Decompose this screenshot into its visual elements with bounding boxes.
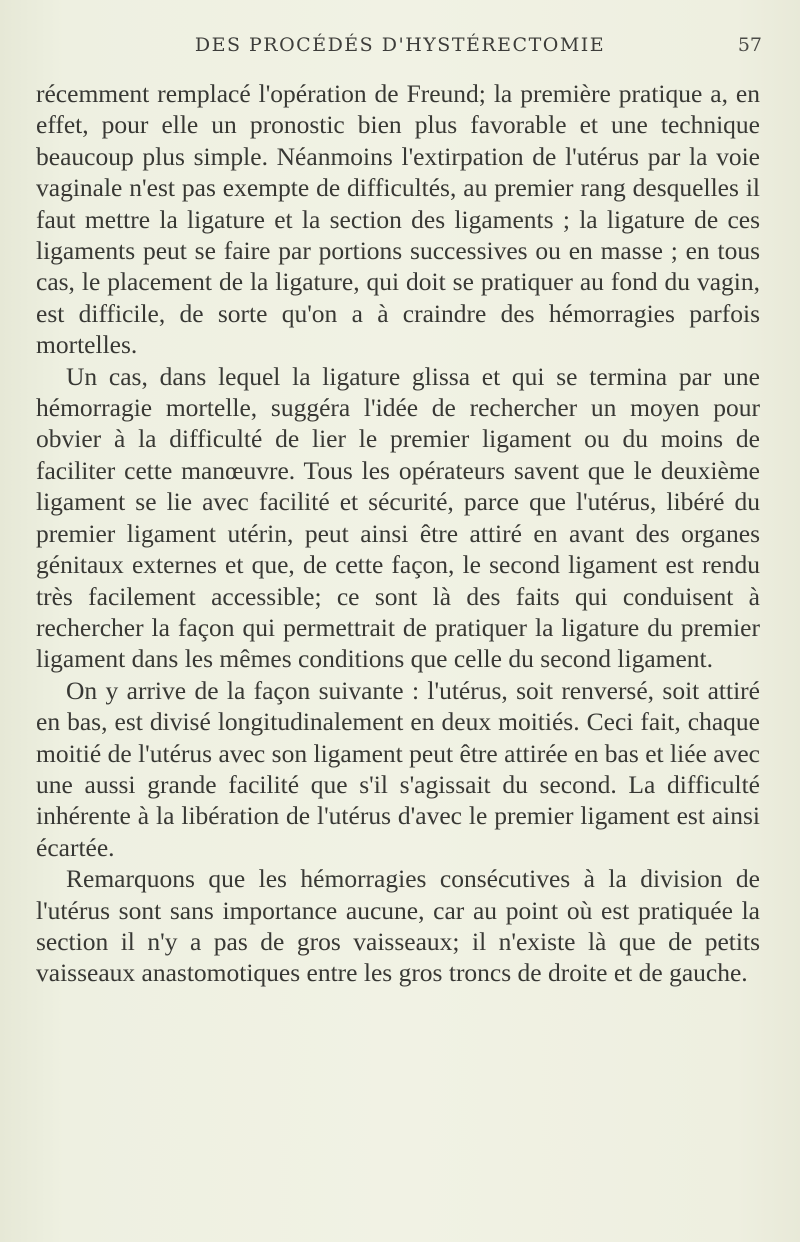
page-number: 57 [737, 34, 762, 56]
body-text [36, 78, 760, 989]
paragraph-ligature-case: Un cas, dans lequel la ligature glissa et qui se termina par une hémorragie mortelle, suggéra l'idée de rechercher un moyen pour obvier à la difficulté de lier le premier ligament ou du moins de faciliter cette manœuvre. Tous les opérateurs savent que le deuxième ligament se lie avec facilité et sécurité, parce que l'utérus, libéré du premier ligament utérin, peut ainsi être attiré en avant des organes génitaux externes et que, de cette façon, le second ligament est rendu très facilement accessible; ce sont là des faits qui conduisent à rechercher la façon qui permettrait de pratiquer la ligature du premier ligament dans les mêmes conditions que celle du second ligament. [36, 361, 760, 674]
paragraph-hemorrhage: Remarquons que les hémorragies consécutives à la division de l'utérus sont sans importance aucune, car au point où est pratiquée la section il n'y a pas de gros vaisseaux; il n'existe là que de petits vaisseaux anastomotiques entre les gros troncs de droite et de gauche. [36, 864, 760, 988]
page-header [0, 34, 800, 64]
running-head-title: DES PROCÉDÉS D'HYSTÉRECTOMIE [194, 34, 606, 56]
paragraph-continuation: récemment remplacé l'opération de Freund; la première pratique a, en effet, pour elle un pronostic bien plus favorable et une technique beaucoup plus simple. Néanmoins l'extirpation de l'utérus par la voie vaginale n'est pas exempte de difficultés, au premier rang desquelles il faut mettre la ligature et la section des ligaments ; la ligature de ces ligaments peut se faire par portions successives ou en masse ; en tous cas, le placement de la ligature, qui doit se pratiquer au fond du vagin, est difficile, de sorte qu'on a à craindre des hémorragies parfois mortelles. [36, 79, 760, 360]
paragraph-method: On y arrive de la façon suivante : l'utérus, soit renversé, soit attiré en bas, est divisé longitudinalement en deux moitiés. Ceci fait, chaque moitié de l'utérus avec son ligament peut être attirée en bas et liée avec une aussi grande facilité que s'il s'agissait du second. La difficulté inhérente à la libération de l'utérus d'avec le premier ligament est ainsi écartée. [36, 675, 760, 862]
